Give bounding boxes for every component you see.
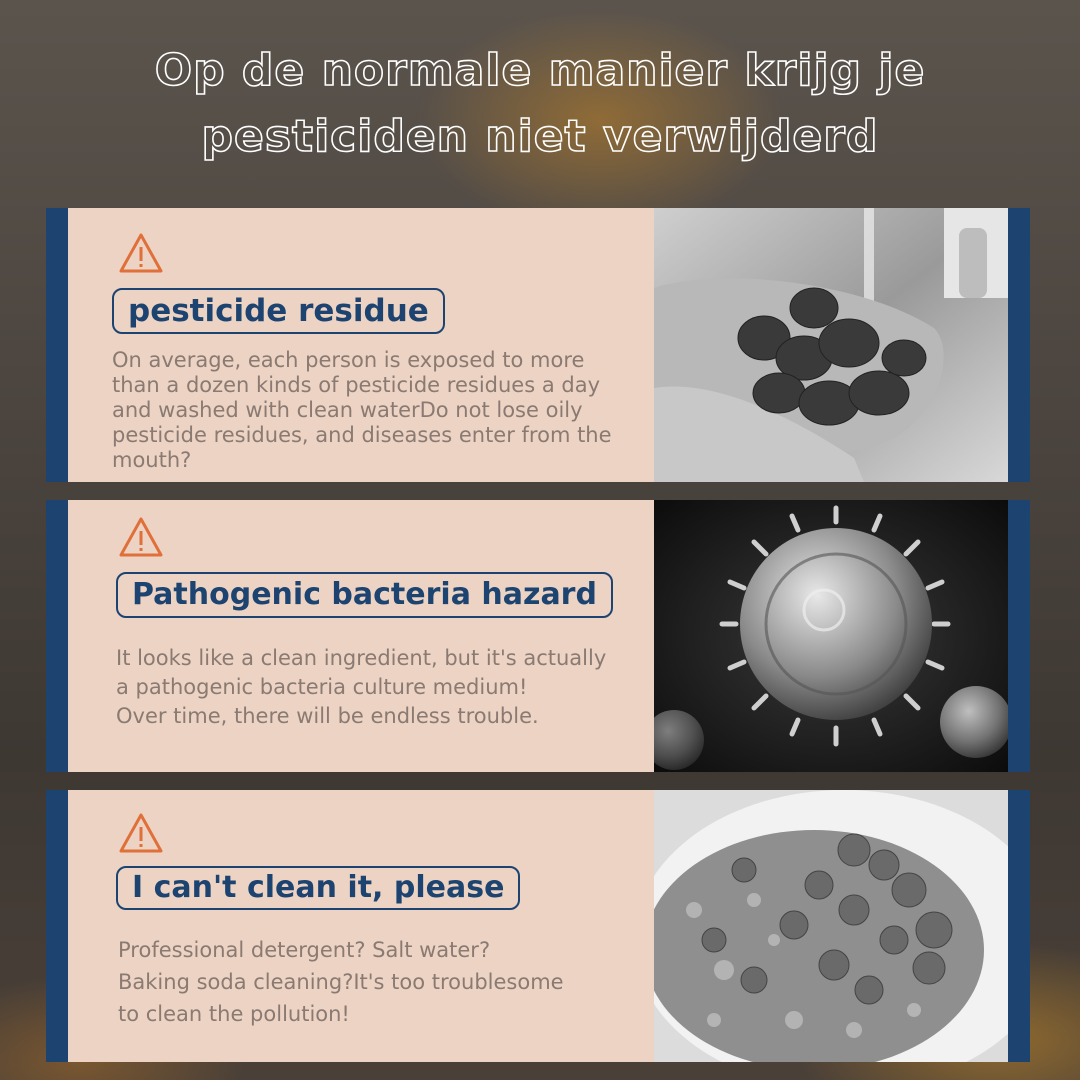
headline [0, 38, 1080, 170]
card-title: Pathogenic bacteria hazard [116, 572, 613, 618]
card-right-bar [1008, 790, 1030, 1062]
card-left-bar [46, 208, 68, 482]
card-pesticide-residue [46, 208, 1030, 482]
card-title: I can't clean it, please [116, 866, 520, 910]
card-description: It looks like a clean ingredient, but it's actually a pathogenic bacteria culture medium! Over time, there will be endless trouble. [116, 646, 607, 728]
warning-triangle-icon [118, 812, 164, 854]
card-description: Professional detergent? Salt water? Baking soda cleaning?It's too troublesome to clean the pollution! [118, 938, 564, 1026]
hands-washing-strawberries-photo [654, 208, 1008, 482]
card-right-bar [1008, 500, 1030, 772]
headline-line-1: Op de normale manier krijg je [154, 45, 926, 96]
fruit-in-foamy-water-photo [654, 790, 1008, 1062]
card-right-bar [1008, 208, 1030, 482]
warning-triangle-icon [118, 516, 164, 558]
card-description: On average, each person is exposed to more than a dozen kinds of pesticide residues a day and washed with clean waterDo not lose oily pesticide residues, and diseases enter from the mouth? [112, 348, 612, 472]
card-left-bar [46, 500, 68, 772]
headline-line-2: pesticiden niet verwijderd [201, 111, 879, 162]
card-pathogenic-bacteria [46, 500, 1030, 772]
card-title: pesticide residue [112, 288, 445, 334]
warning-triangle-icon [118, 232, 164, 274]
virus-particle-photo [654, 500, 1008, 772]
card-cant-clean [46, 790, 1030, 1062]
card-left-bar [46, 790, 68, 1062]
